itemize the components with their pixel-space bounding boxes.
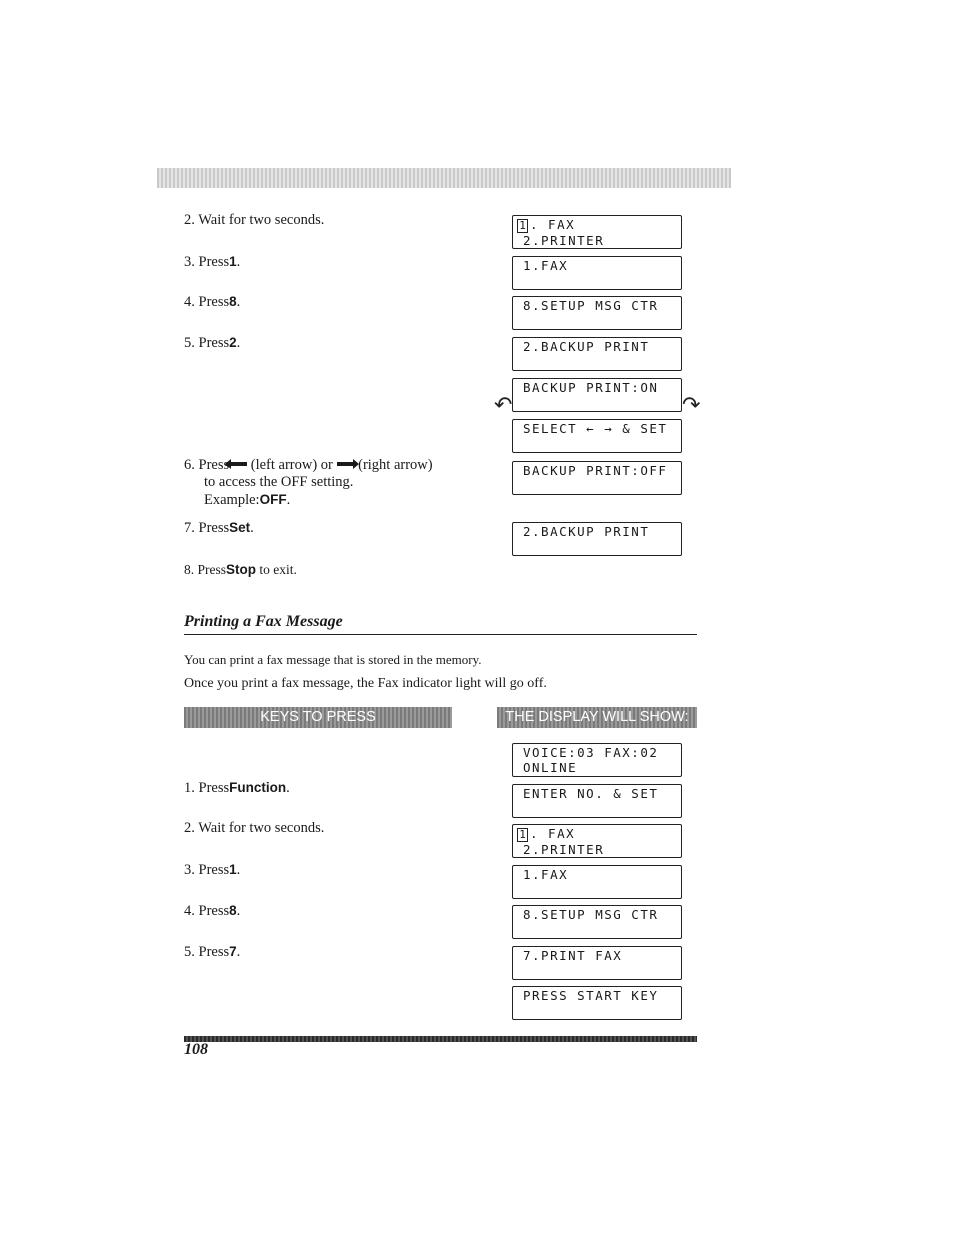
lcd-line-1: BACKUP PRINT:ON — [523, 380, 659, 395]
step-4-top — [184, 293, 240, 311]
step-text: Press — [198, 294, 230, 310]
cycle-arrow-left-icon: ↶ — [494, 393, 513, 418]
lcd-display — [512, 743, 682, 777]
lcd-line-1: VOICE:03 FAX:02 — [523, 745, 659, 760]
key-name: Set — [229, 520, 251, 535]
step-2-top — [184, 212, 324, 229]
step-number: 2. — [184, 820, 195, 836]
step-text: Press — [198, 254, 230, 270]
lcd-display — [512, 946, 682, 980]
step-number: 4. — [184, 294, 195, 310]
step-3-top — [184, 253, 240, 271]
step-8-top — [184, 561, 297, 578]
key-name: 7 — [229, 944, 237, 959]
step-text: . — [286, 780, 290, 796]
step-number: 4. — [184, 903, 195, 919]
step-text: (left arrow) or — [247, 457, 337, 473]
lcd-display — [512, 256, 682, 290]
step-text: Press — [197, 562, 227, 577]
step-2-bottom — [184, 820, 324, 837]
lcd-display — [512, 337, 682, 371]
lcd-line-1: 2.BACKUP PRINT — [523, 339, 650, 354]
step-text: . — [236, 335, 241, 351]
step-text: . — [236, 862, 241, 878]
lcd-line-1: 8.SETUP MSG CTR — [523, 298, 659, 313]
step-number: 2. — [184, 212, 195, 228]
step-number: 3. — [184, 254, 195, 270]
header-bar — [157, 168, 731, 188]
footer-bar — [184, 1036, 697, 1042]
step-7-top — [184, 519, 254, 537]
left-arrow-icon — [229, 462, 247, 466]
key-name: 1 — [229, 254, 237, 269]
step-4-bottom — [184, 902, 240, 920]
step-text: Press — [198, 520, 230, 536]
lcd-line-1: . FAX — [530, 826, 576, 841]
key-name: Stop — [226, 562, 257, 577]
step-text: . — [236, 944, 241, 960]
step-6-line-2 — [204, 474, 353, 491]
step-text: Wait for two seconds. — [198, 820, 325, 836]
step-6-line-3 — [204, 491, 290, 509]
lcd-display — [512, 378, 682, 412]
keys-to-press-banner: KEYS TO PRESS — [184, 707, 452, 728]
step-3-bottom — [184, 861, 240, 879]
lcd-display — [512, 522, 682, 556]
step-text: . — [250, 520, 254, 536]
step-number: 3. — [184, 862, 195, 878]
lcd-line-1: SELECT ← → & SET — [523, 421, 668, 436]
step-text: Example: — [204, 492, 260, 508]
cycle-arrow-right-icon: ↷ — [682, 393, 701, 418]
right-arrow-icon — [337, 462, 355, 466]
lcd-display — [512, 905, 682, 939]
step-text: Press — [198, 944, 230, 960]
step-number: 8. — [184, 562, 195, 577]
key-name: Function — [229, 780, 287, 795]
lcd-line-1: 1.FAX — [523, 867, 569, 882]
lcd-display — [512, 986, 682, 1020]
note-paragraph: Once you print a fax message, the Fax indicator light will go off. — [184, 676, 547, 691]
step-text: Press — [198, 862, 230, 878]
step-text: . — [236, 903, 241, 919]
display-will-show-banner: THE DISPLAY WILL SHOW: — [497, 707, 697, 728]
page-number: 108 — [184, 1041, 208, 1058]
lcd-display — [512, 824, 682, 858]
step-text: to access the OFF setting. — [204, 474, 354, 490]
step-5-top — [184, 334, 240, 352]
step-text: . — [236, 254, 241, 270]
section-rule — [184, 634, 697, 635]
selected-number-box: 1 — [517, 219, 528, 233]
lcd-line-1: ENTER NO. & SET — [523, 786, 659, 801]
lcd-display — [512, 419, 682, 453]
step-text: Wait for two seconds. — [198, 212, 325, 228]
lcd-line-2: 2.PRINTER — [523, 233, 605, 248]
step-5-bottom — [184, 943, 240, 961]
lcd-line-1: 8.SETUP MSG CTR — [523, 907, 659, 922]
step-text: to exit. — [256, 562, 297, 577]
lcd-display — [512, 215, 682, 249]
step-text: Press — [198, 903, 230, 919]
step-text: Press — [198, 780, 230, 796]
lcd-display — [512, 865, 682, 899]
lcd-line-2: 2.PRINTER — [523, 842, 605, 857]
lcd-line-2: ONLINE — [523, 760, 578, 775]
lcd-line-1: BACKUP PRINT:OFF — [523, 463, 668, 478]
step-6-top — [184, 457, 433, 474]
lcd-line-1: . FAX — [530, 217, 576, 232]
step-text: Press — [198, 335, 230, 351]
lcd-display — [512, 296, 682, 330]
lcd-line-1: 7.PRINT FAX — [523, 948, 623, 963]
step-text: (right arrow) — [354, 457, 433, 473]
selected-number-box: 1 — [517, 828, 528, 842]
key-name: OFF — [259, 492, 287, 507]
section-title: Printing a Fax Message — [184, 613, 343, 630]
key-name: 8 — [229, 903, 237, 918]
step-text: . — [286, 492, 291, 508]
step-number: 5. — [184, 944, 195, 960]
step-number: 7. — [184, 520, 195, 536]
step-number: 5. — [184, 335, 195, 351]
lcd-line-1: 2.BACKUP PRINT — [523, 524, 650, 539]
step-number: 6. — [184, 457, 195, 473]
lcd-line-1: PRESS START KEY — [523, 988, 659, 1003]
lcd-display — [512, 784, 682, 818]
key-name: 1 — [229, 862, 237, 877]
intro-paragraph: You can print a fax message that is stored in the memory. — [184, 652, 482, 667]
step-text: . — [236, 294, 241, 310]
lcd-display — [512, 461, 682, 495]
step-1-bottom — [184, 779, 290, 797]
step-number: 1. — [184, 780, 195, 796]
key-name: 2 — [229, 335, 237, 350]
step-text: Press — [198, 457, 230, 473]
key-name: 8 — [229, 294, 237, 309]
lcd-line-1: 1.FAX — [523, 258, 569, 273]
